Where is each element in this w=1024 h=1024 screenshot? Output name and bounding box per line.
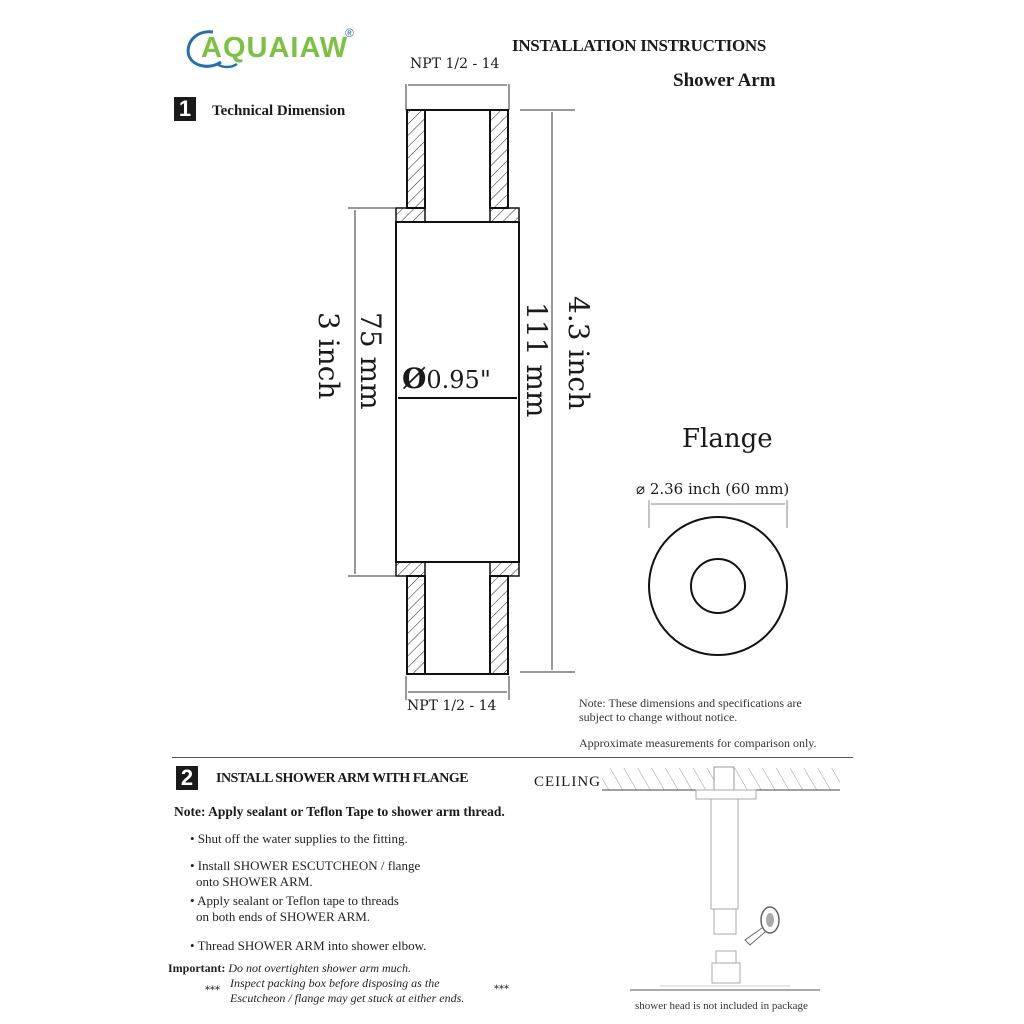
diameter-value: 0.95" — [426, 366, 491, 394]
flange-diameter-value: 2.36 inch (60 mm) — [649, 480, 790, 498]
sealant-note: Note: Apply sealant or Teflon Tape to shower arm thread. — [174, 804, 505, 819]
important-label: Important: — [168, 961, 226, 975]
spec-note-line: subject to change without notice. — [579, 710, 738, 724]
step-1: • Shut off the water supplies to the fitting. — [190, 831, 408, 846]
ceiling-label: CEILING — [534, 774, 601, 790]
step-line: • Install SHOWER ESCUTCHEON / flange — [190, 858, 421, 873]
step-line: on both ends of SHOWER ARM. — [196, 909, 371, 924]
step-line: • Apply sealant or Teflon tape to threads — [190, 893, 399, 908]
body-length-mm: 75 mm — [354, 312, 387, 410]
stars-right: *** — [494, 984, 509, 995]
document-title: INSTALLATION INSTRUCTIONS — [512, 36, 767, 55]
section-1-number: 1 — [174, 97, 196, 121]
section-2-number: 2 — [176, 766, 198, 790]
spec-note-line: Approximate measurements for comparison only. — [579, 736, 817, 750]
important-line: Escutcheon / flange may get stuck at either ends. — [230, 991, 465, 1005]
important-line: Do not overtighten shower arm much. — [228, 961, 411, 975]
diameter-icon: Ø — [402, 362, 427, 395]
thread-spec-bottom: NPT 1/2 - 14 — [407, 698, 497, 714]
section-1-title: Technical Dimension — [212, 103, 346, 119]
important-line: Inspect packing box before disposing as the — [230, 976, 440, 990]
spec-note-line: Note: These dimensions and specifications are — [579, 696, 802, 710]
section-2-title: INSTALL SHOWER ARM WITH FLANGE — [216, 771, 469, 786]
body-length-inch: 3 inch — [312, 312, 345, 400]
diameter-icon: ⌀ — [636, 480, 646, 498]
stars-left: *** — [205, 985, 220, 996]
registered-mark: ® — [345, 26, 354, 40]
shower-head-caption: shower head is not included in package — [635, 1000, 808, 1012]
teflon-tape-icon — [745, 907, 779, 945]
total-length-inch: 4.3 inch — [562, 296, 595, 411]
total-length-mm: 111 mm — [520, 302, 553, 418]
step-line: onto SHOWER ARM. — [196, 874, 313, 889]
flange-label: Flange — [682, 424, 773, 454]
brand-name: AQUAIAW — [201, 32, 349, 64]
product-name: Shower Arm — [673, 70, 776, 91]
thread-spec-top: NPT 1/2 - 14 — [410, 56, 500, 72]
step-4: • Thread SHOWER ARM into shower elbow. — [190, 938, 427, 953]
